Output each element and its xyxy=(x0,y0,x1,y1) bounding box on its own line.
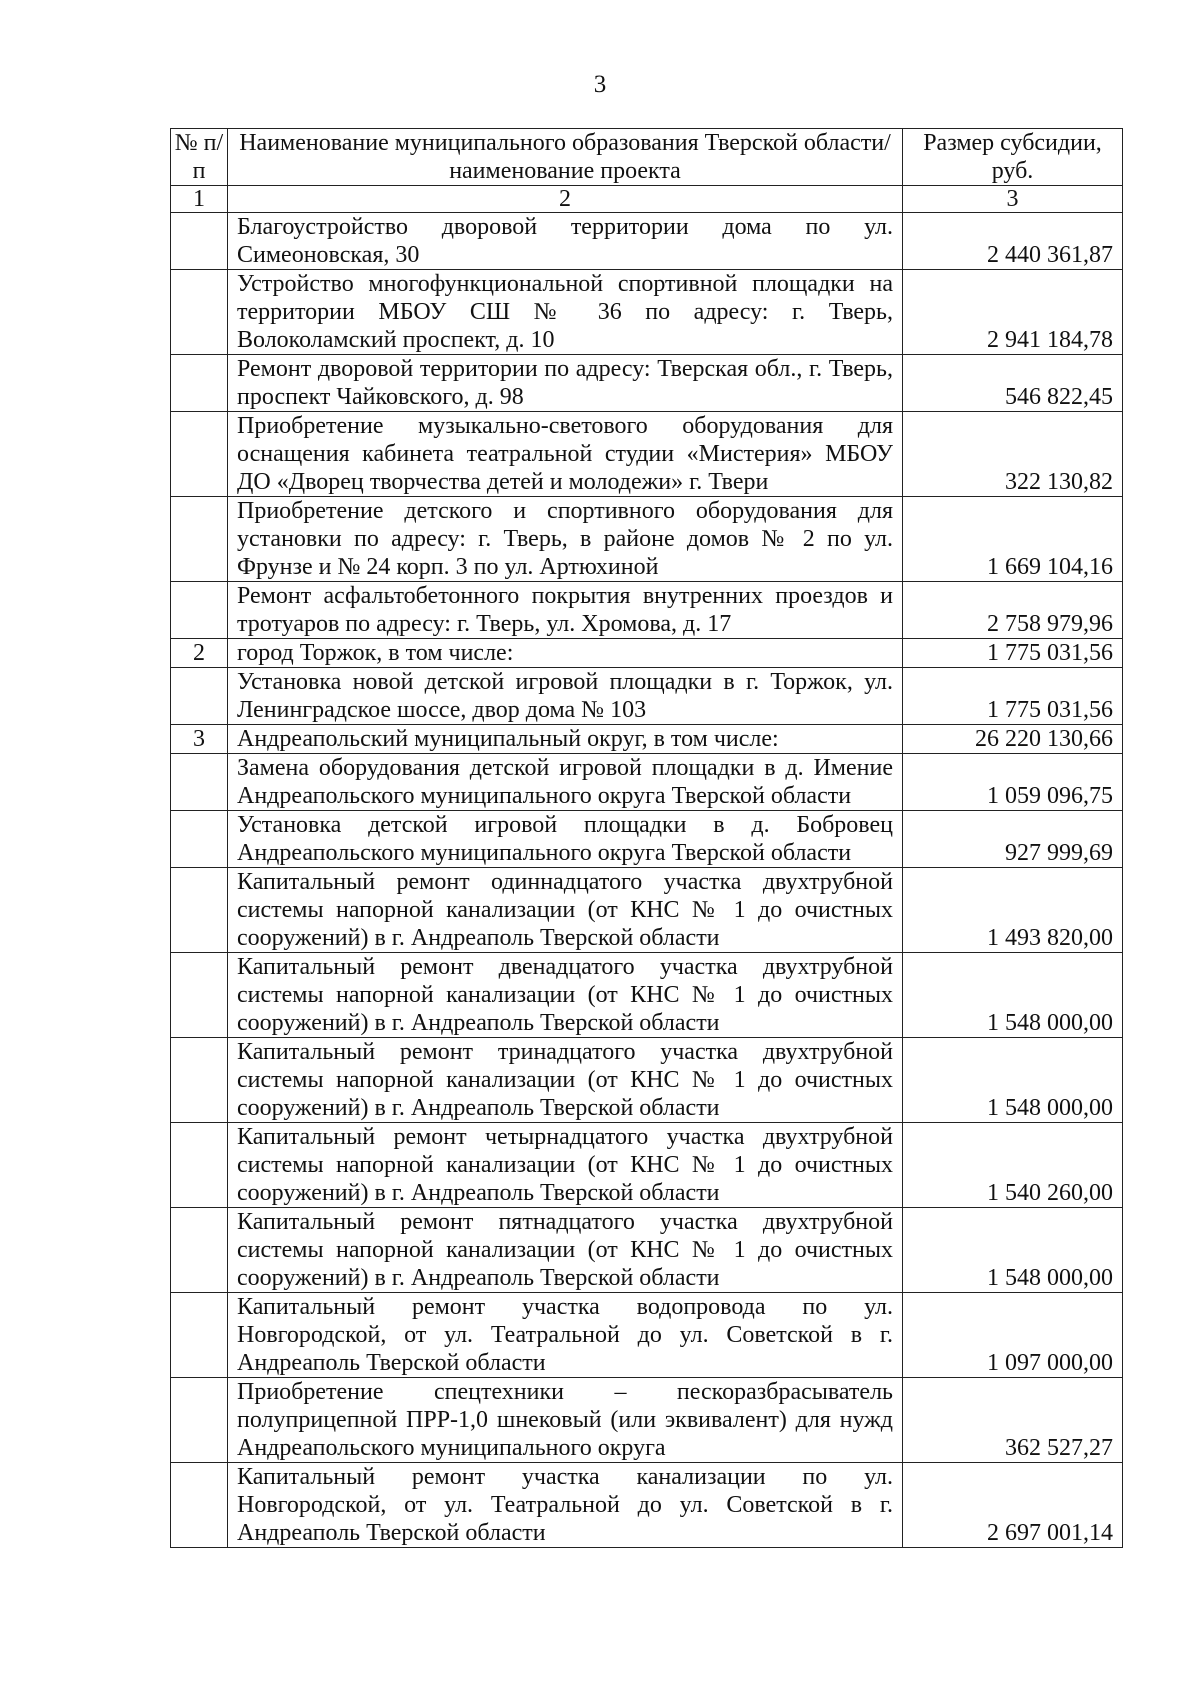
row-number xyxy=(171,497,228,582)
table-row xyxy=(171,1463,1123,1548)
row-amount: 322 130,82 xyxy=(903,412,1123,497)
row-name: Замена оборудования детской игровой площадки в д. Имение Андреапольского муниципального округа Тверской области xyxy=(228,754,903,811)
row-number xyxy=(171,1378,228,1463)
row-number xyxy=(171,811,228,868)
row-number xyxy=(171,1293,228,1378)
row-name: Установка новой детской игровой площадки в г. Торжок, ул. Ленинградское шоссе, двор дома № 103 xyxy=(228,668,903,725)
table-row xyxy=(171,1038,1123,1123)
row-amount: 546 822,45 xyxy=(903,355,1123,412)
header-row xyxy=(171,129,1123,186)
column-index: 2 xyxy=(228,186,903,213)
table-row xyxy=(171,1378,1123,1463)
row-number: 3 xyxy=(171,725,228,754)
row-number xyxy=(171,582,228,639)
row-name: Приобретение детского и спортивного оборудования для установки по адресу: г. Тверь, в районе домов № 2 по ул. Фрунзе и № 24 корп. 3 по ул. Артюхиной xyxy=(228,497,903,582)
row-amount: 1 059 096,75 xyxy=(903,754,1123,811)
subsidy-table xyxy=(170,128,1123,1548)
row-amount: 1 775 031,56 xyxy=(903,639,1123,668)
row-amount: 1 548 000,00 xyxy=(903,953,1123,1038)
row-number xyxy=(171,1038,228,1123)
table-row xyxy=(171,582,1123,639)
table-row xyxy=(171,1293,1123,1378)
row-amount: 927 999,69 xyxy=(903,811,1123,868)
row-number xyxy=(171,1208,228,1293)
table-header xyxy=(171,129,1123,213)
row-amount: 1 669 104,16 xyxy=(903,497,1123,582)
row-name: Приобретение музыкально-светового оборудования для оснащения кабинета театральной студии «Мистерия» МБОУ ДО «Дворец творчества детей и молодежи» г. Твери xyxy=(228,412,903,497)
row-number xyxy=(171,213,228,270)
header-amount: Размер субсидии, руб. xyxy=(903,129,1123,186)
row-number xyxy=(171,1123,228,1208)
table-row xyxy=(171,811,1123,868)
row-number xyxy=(171,668,228,725)
row-name: Капитальный ремонт участка водопровода по ул. Новгородской, от ул. Театральной до ул. Советской в г. Андреаполь Тверской области xyxy=(228,1293,903,1378)
row-name: Андреапольский муниципальный округ, в том числе: xyxy=(228,725,903,754)
row-number xyxy=(171,1463,228,1548)
table-row xyxy=(171,1123,1123,1208)
table-row xyxy=(171,1208,1123,1293)
row-name: Капитальный ремонт одиннадцатого участка двухтрубной системы напорной канализации (от КНС № 1 до очистных сооружений) в г. Андреаполь Тверской области xyxy=(228,868,903,953)
table-row xyxy=(171,868,1123,953)
row-amount: 2 440 361,87 xyxy=(903,213,1123,270)
row-name: Капитальный ремонт участка канализации по ул. Новгородской, от ул. Театральной до ул. Советской в г. Андреаполь Тверской области xyxy=(228,1463,903,1548)
row-name: город Торжок, в том числе: xyxy=(228,639,903,668)
row-amount: 2 697 001,14 xyxy=(903,1463,1123,1548)
row-amount: 362 527,27 xyxy=(903,1378,1123,1463)
table-row xyxy=(171,668,1123,725)
table-body xyxy=(171,213,1123,1548)
row-name: Капитальный ремонт двенадцатого участка двухтрубной системы напорной канализации (от КНС № 1 до очистных сооружений) в г. Андреаполь Тверской области xyxy=(228,953,903,1038)
table-row xyxy=(171,355,1123,412)
column-index: 3 xyxy=(903,186,1123,213)
row-amount: 1 540 260,00 xyxy=(903,1123,1123,1208)
table-row xyxy=(171,953,1123,1038)
row-name: Устройство многофункциональной спортивной площадки на территории МБОУ СШ № 36 по адресу: г. Тверь, Волоколамский проспект, д. 10 xyxy=(228,270,903,355)
row-name: Установка детской игровой площадки в д. Бобровец Андреапольского муниципального округа Тверской области xyxy=(228,811,903,868)
column-index-row xyxy=(171,186,1123,213)
row-amount: 1 548 000,00 xyxy=(903,1208,1123,1293)
row-name: Приобретение спецтехники – пескоразбрасыватель полуприцепной ПРР-1,0 шнековый (или эквивалент) для нужд Андреапольского муниципального округа xyxy=(228,1378,903,1463)
row-number xyxy=(171,355,228,412)
row-number xyxy=(171,270,228,355)
row-number: 2 xyxy=(171,639,228,668)
row-name: Ремонт дворовой территории по адресу: Тверская обл., г. Тверь, проспект Чайковского, д. 98 xyxy=(228,355,903,412)
header-num: № п/п xyxy=(171,129,228,186)
row-amount: 1 097 000,00 xyxy=(903,1293,1123,1378)
row-name: Капитальный ремонт четырнадцатого участка двухтрубной системы напорной канализации (от КНС № 1 до очистных сооружений) в г. Андреаполь Тверской области xyxy=(228,1123,903,1208)
row-number xyxy=(171,754,228,811)
table-row xyxy=(171,412,1123,497)
header-name: Наименование муниципального образования Тверской области/наименование проекта xyxy=(228,129,903,186)
table-row xyxy=(171,639,1123,668)
row-number xyxy=(171,953,228,1038)
table-row xyxy=(171,725,1123,754)
row-amount: 2 941 184,78 xyxy=(903,270,1123,355)
page-number: 3 xyxy=(593,71,607,98)
row-number xyxy=(171,412,228,497)
row-number xyxy=(171,868,228,953)
table-row xyxy=(171,213,1123,270)
row-name: Капитальный ремонт тринадцатого участка двухтрубной системы напорной канализации (от КНС № 1 до очистных сооружений) в г. Андреаполь Тверской области xyxy=(228,1038,903,1123)
row-name: Капитальный ремонт пятнадцатого участка двухтрубной системы напорной канализации (от КНС № 1 до очистных сооружений) в г. Андреаполь Тверской области xyxy=(228,1208,903,1293)
table-row xyxy=(171,754,1123,811)
row-amount: 1 775 031,56 xyxy=(903,668,1123,725)
row-name: Ремонт асфальтобетонного покрытия внутренних проездов и тротуаров по адресу: г. Тверь, ул. Хромова, д. 17 xyxy=(228,582,903,639)
row-amount: 1 493 820,00 xyxy=(903,868,1123,953)
column-index: 1 xyxy=(171,186,228,213)
table-row xyxy=(171,270,1123,355)
table-row xyxy=(171,497,1123,582)
row-amount: 26 220 130,66 xyxy=(903,725,1123,754)
row-amount: 1 548 000,00 xyxy=(903,1038,1123,1123)
row-name: Благоустройство дворовой территории дома по ул. Симеоновская, 30 xyxy=(228,213,903,270)
row-amount: 2 758 979,96 xyxy=(903,582,1123,639)
